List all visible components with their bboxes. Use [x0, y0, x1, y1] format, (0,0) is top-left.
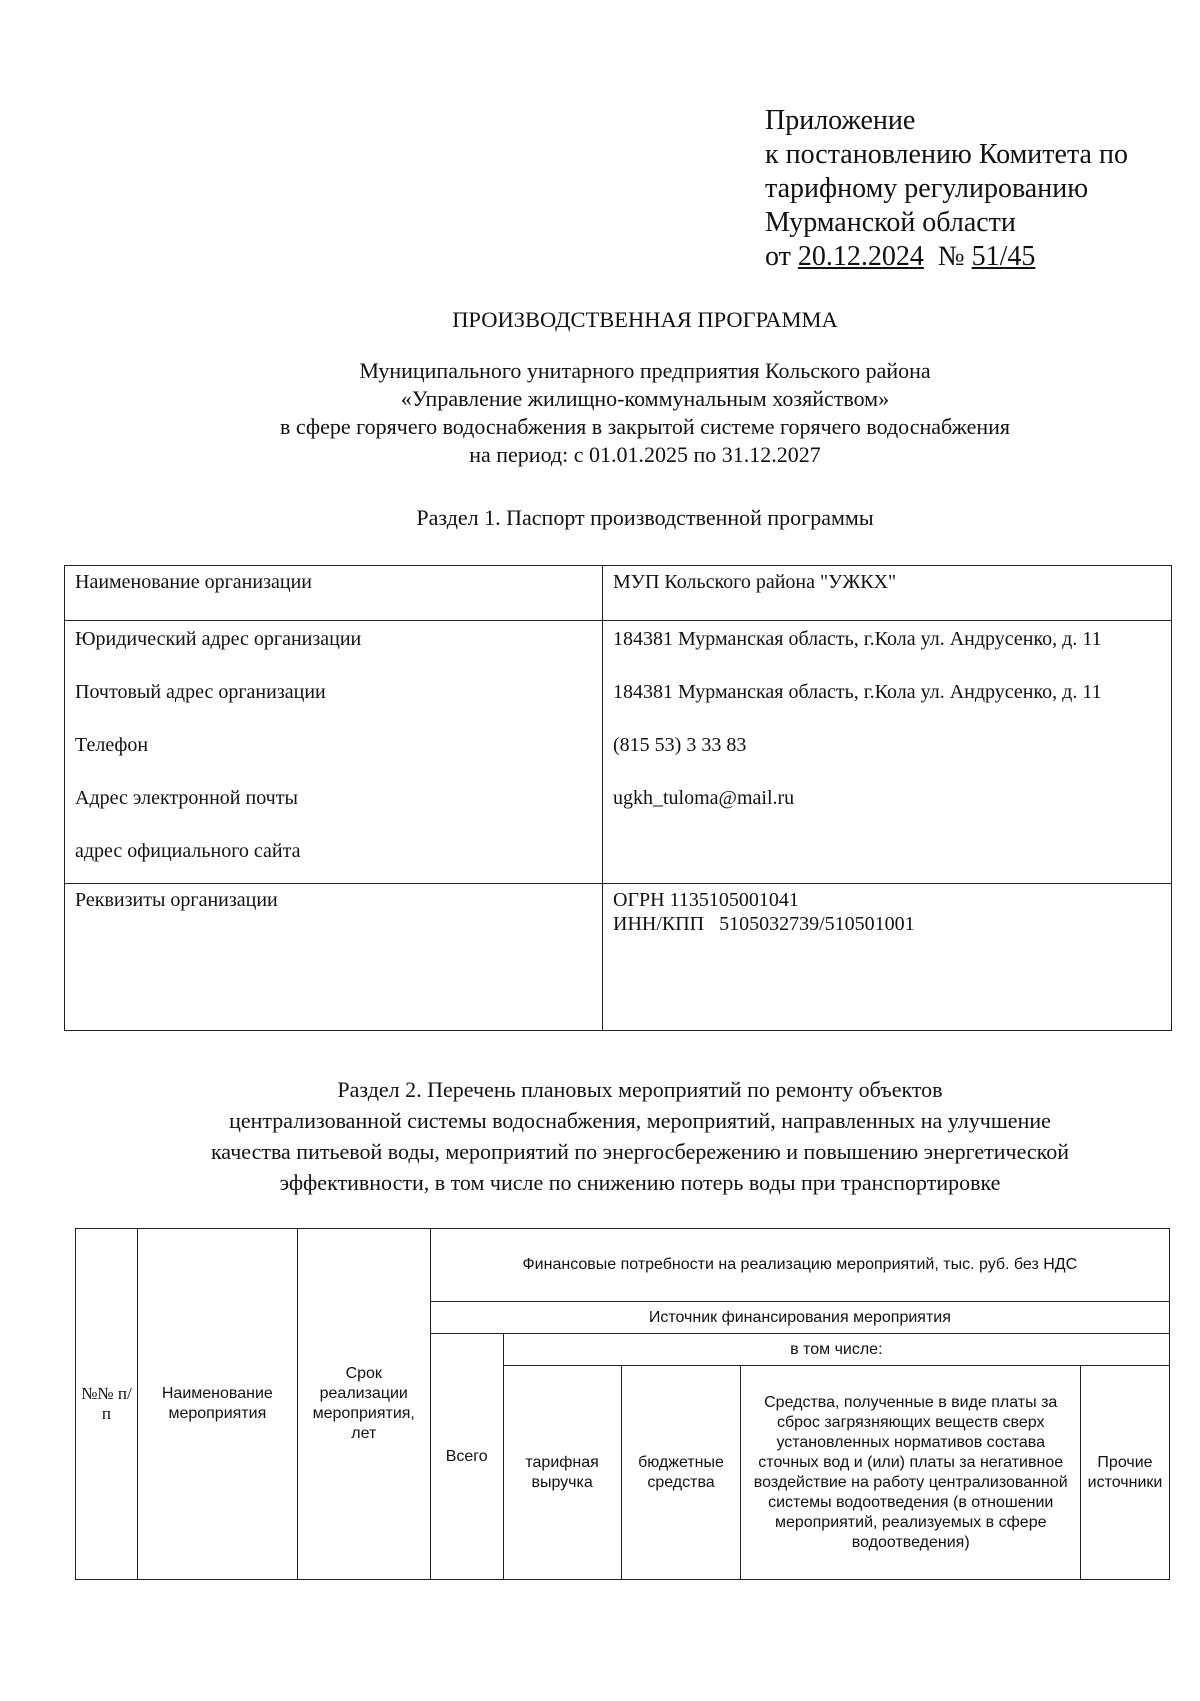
- appendix-line-1: Приложение: [765, 105, 916, 136]
- requisites-value: [603, 884, 1172, 1031]
- col-source-header: Источник финансирования мероприятия: [430, 1302, 1169, 1334]
- contacts-values-cell: [603, 621, 1172, 884]
- site-value: [613, 839, 1161, 879]
- number-prefix: №: [937, 241, 972, 272]
- appendix-date-line: [765, 240, 1128, 274]
- section-1-heading: Раздел 1. Паспорт производственной программы: [416, 505, 874, 530]
- appendix-line-4: Мурманской области: [765, 207, 1016, 238]
- legal-address-value: 184381 Мурманская область, г.Кола ул. Андрусенко, д. 11: [613, 628, 1102, 650]
- subtitle-line-3: в сфере горячего водоснабжения в закрытой системе горячего водоснабжения: [279, 414, 1011, 439]
- col-including-header: в том числе:: [503, 1334, 1169, 1366]
- document-subtitle: [0, 357, 1200, 469]
- col-term-header: Срок реализации мероприятия, лет: [297, 1229, 430, 1580]
- date-prefix: от: [765, 241, 798, 272]
- email-label: Адрес электронной почты: [75, 787, 298, 809]
- passport-row-contacts: [65, 621, 1172, 884]
- col-tariff-header: тарифная выручка: [503, 1366, 621, 1580]
- site-label: адрес официального сайта: [75, 840, 301, 862]
- phone-label: Телефон: [75, 734, 149, 756]
- section-2-line-3: качества питьевой воды, мероприятий по энергосбережению и повышению энергетической: [210, 1139, 1070, 1164]
- inn-kpp-value: ИНН/КПП 5105032739/510501001: [613, 913, 915, 935]
- subtitle-line-2: «Управление жилищно-коммунальным хозяйством»: [400, 386, 890, 411]
- org-name-label: Наименование организации: [65, 566, 603, 621]
- subtitle-line-1: Муниципального унитарного предприятия Кольского района: [359, 358, 931, 383]
- email-value: ugkh_tuloma@mail.ru: [613, 787, 795, 809]
- passport-row-requisites: [65, 884, 1172, 1031]
- section-2-heading: [80, 1074, 1200, 1198]
- col-finance-header: Финансовые потребности на реализацию мероприятий, тыс. руб. без НДС: [430, 1229, 1169, 1302]
- document-title: ПРОИЗВОДСТВЕННАЯ ПРОГРАММА: [452, 307, 838, 332]
- section-2-line-4: эффективности, в том числе по снижению потерь воды при транспортировке: [279, 1170, 1001, 1195]
- legal-address-label: Юридический адрес организации: [75, 628, 362, 650]
- col-other-header: Прочие источники: [1080, 1366, 1169, 1580]
- col-num-header: №№ п/п: [76, 1229, 138, 1580]
- appendix-line-3: тарифному регулированию: [765, 173, 1089, 204]
- plan-table: [75, 1228, 1170, 1580]
- passport-row-org-name: [65, 566, 1172, 621]
- section-2-line-2: централизованной системы водоснабжения, мероприятий, направленных на улучшение: [229, 1108, 1051, 1133]
- col-total-header: Всего: [430, 1334, 503, 1580]
- subtitle-line-4: на период: с 01.01.2025 по 31.12.2027: [469, 442, 821, 467]
- org-name-value: МУП Кольского района "УЖКХ": [603, 566, 1172, 621]
- appendix-block: [765, 104, 1128, 274]
- resolution-date: 20.12.2024: [797, 241, 924, 272]
- postal-address-label: Почтовый адрес организации: [75, 681, 326, 703]
- appendix-line-2: к постановлению Комитета по: [765, 139, 1128, 170]
- requisites-label: Реквизиты организации: [65, 884, 603, 1031]
- postal-address-value: 184381 Мурманская область, г.Кола ул. Андрусенко, д. 11: [613, 681, 1102, 703]
- phone-value: (815 53) 3 33 83: [613, 734, 747, 756]
- col-budget-header: бюджетные средства: [621, 1366, 741, 1580]
- passport-table: [64, 565, 1172, 1031]
- contacts-labels-cell: [65, 621, 603, 884]
- col-fees-header: Средства, полученные в виде платы за сброс загрязняющих веществ сверх установленных нормативов состава сточных вод и (или) платы за негативное воздействие на работу централизованной системы водоотведения (в отношении мероприятий, реализуемых в сфере водоотведения): [741, 1366, 1081, 1580]
- col-name-header: Наименование мероприятия: [137, 1229, 297, 1580]
- section-2-line-1: Раздел 2. Перечень плановых мероприятий по ремонту объектов: [337, 1077, 943, 1102]
- resolution-number: 51/45: [971, 241, 1036, 272]
- ogrn-value: ОГРН 1135105001041: [613, 889, 799, 911]
- plan-header-row-1: [76, 1229, 1170, 1302]
